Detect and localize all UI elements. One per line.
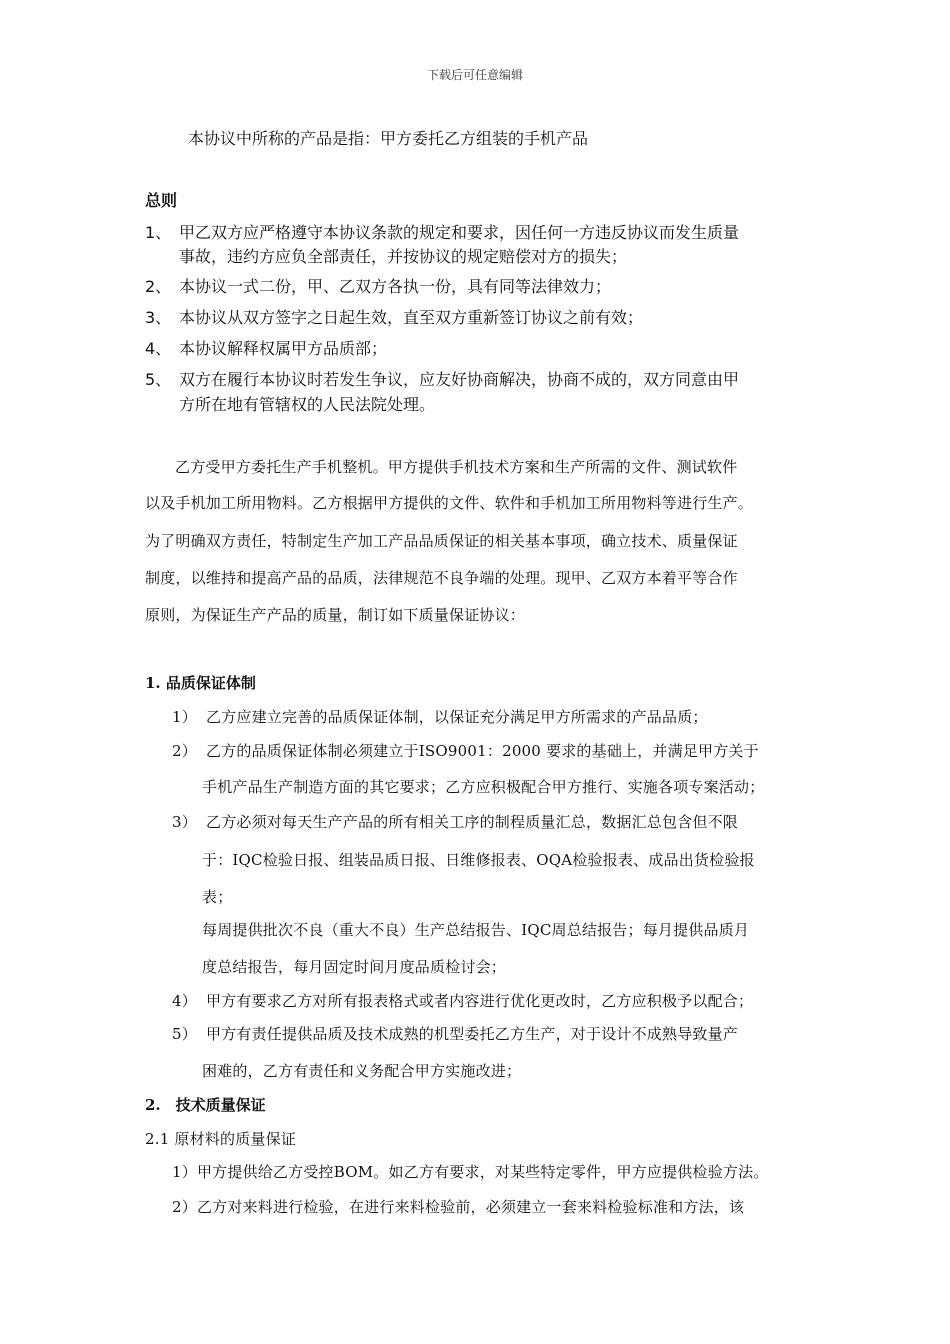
item-text: 甲方有责任提供品质及技术成熟的机型委托乙方生产，对于设计不成熟导致量产 [206,1025,739,1043]
section1-item-3-cont-4: 度总结报告，每月固定时间月度品质检讨会； [202,958,507,976]
item-number: 4） [172,992,197,1010]
section1-item-3-cont-2: 表； [202,888,233,906]
section1-item-5 [172,1023,738,1044]
section2-1-item-2: 2）乙方对来料进行检验，在进行来料检验前，必须建立一套来料检验标准和方法，该 [172,1198,745,1216]
general-item-1 [145,220,739,243]
general-item-5 [145,367,739,390]
section1-item-1 [172,706,708,727]
intro-statement: 本协议中所称的产品是指：甲方委托乙方组装的手机产品 [188,129,589,148]
preamble-line-4: 制度，以维持和提高产品的品质，法律规范不良争端的处理。现甲、乙双方本着平等合作 [145,569,738,587]
section1-title: 1. 品质保证体制 [145,674,256,692]
item-text: 本协议一式二份，甲、乙双方各执一份，具有同等法律效力； [179,277,612,296]
page-header-note: 下载后可任意编辑 [426,68,523,82]
section1-item-3-cont-1: 于：IQC检验日报、组装品质日报、日维修报表、OQA检验报表、成品出货检验报 [202,851,755,869]
item-text: 乙方的品质保证体制必须建立于ISO9001：2000 要求的基础上，并满足甲方关于 [206,742,759,760]
general-item-4 [145,336,387,359]
general-item-1-cont: 事故，违约方应负全部责任，并按协议的规定赔偿对方的损失； [179,247,628,266]
item-number: 1） [172,708,197,726]
section1-item-3 [172,811,738,832]
preamble-line-1: 乙方受甲方委托生产手机整机。甲方提供手机技术方案和生产所需的文件、测试软件 [175,458,738,476]
section1-item-2-cont: 手机产品生产制造方面的其它要求；乙方应积极配合甲方推行、实施各项专案活动； [202,778,765,796]
item-text: 乙方应建立完善的品质保证体制，以保证充分满足甲方所需求的产品品质； [206,708,708,726]
general-item-5-cont: 方所在地有管辖权的人民法院处理。 [179,395,436,414]
item-text: 甲方有要求乙方对所有报表格式或者内容进行优化更改时，乙方应积极予以配合； [206,992,754,1010]
item-text: 甲乙双方应严格遵守本协议条款的规定和要求，因任何一方违反协议而发生质量 [179,223,740,242]
item-number: 3） [172,813,197,831]
section1-item-3-cont-3: 每周提供批次不良（重大不良）生产总结报告、IQC周总结报告；每月提供品质月 [202,921,750,939]
section1-item-4 [172,990,753,1011]
preamble-line-3: 为了明确双方责任，特制定生产加工产品品质保证的相关基本事项，确立技术、质量保证 [145,532,738,550]
item-text: 双方在履行本协议时若发生争议，应友好协商解决，协商不成的，双方同意由甲 [179,370,740,389]
item-text: 本协议从双方签字之日起生效，直至双方重新签订协议之前有效； [179,308,644,327]
item-number: 2、 [145,277,172,296]
preamble-line-2: 以及手机加工所用物料。乙方根据甲方提供的文件、软件和手机加工所用物料等进行生产。 [145,494,754,512]
section2-title: 2. 技术质量保证 [145,1096,266,1114]
section1-item-5-cont: 困难的，乙方有责任和义务配合甲方实施改进； [202,1062,522,1080]
item-number: 5、 [145,370,172,389]
preamble-line-5: 原则，为保证生产产品的质量，制订如下质量保证协议： [145,606,526,624]
item-number: 4、 [145,339,172,358]
section2-1-title: 2.1 原材料的质量保证 [145,1130,297,1148]
item-number: 2） [172,742,197,760]
item-number: 5） [172,1025,197,1043]
general-title: 总则 [145,191,178,210]
section1-item-2 [172,740,759,761]
item-number: 3、 [145,308,172,327]
item-text: 乙方必须对每天生产产品的所有相关工序的制程质量汇总，数据汇总包含但不限 [206,813,739,831]
general-item-3 [145,305,643,328]
item-text: 本协议解释权属甲方品质部； [179,339,388,358]
section2-1-item-1: 1）甲方提供给乙方受控BOM。如乙方有要求，对某些特定零件，甲方应提供检验方法。 [172,1163,769,1181]
general-item-2 [145,274,611,297]
item-number: 1、 [145,223,172,242]
